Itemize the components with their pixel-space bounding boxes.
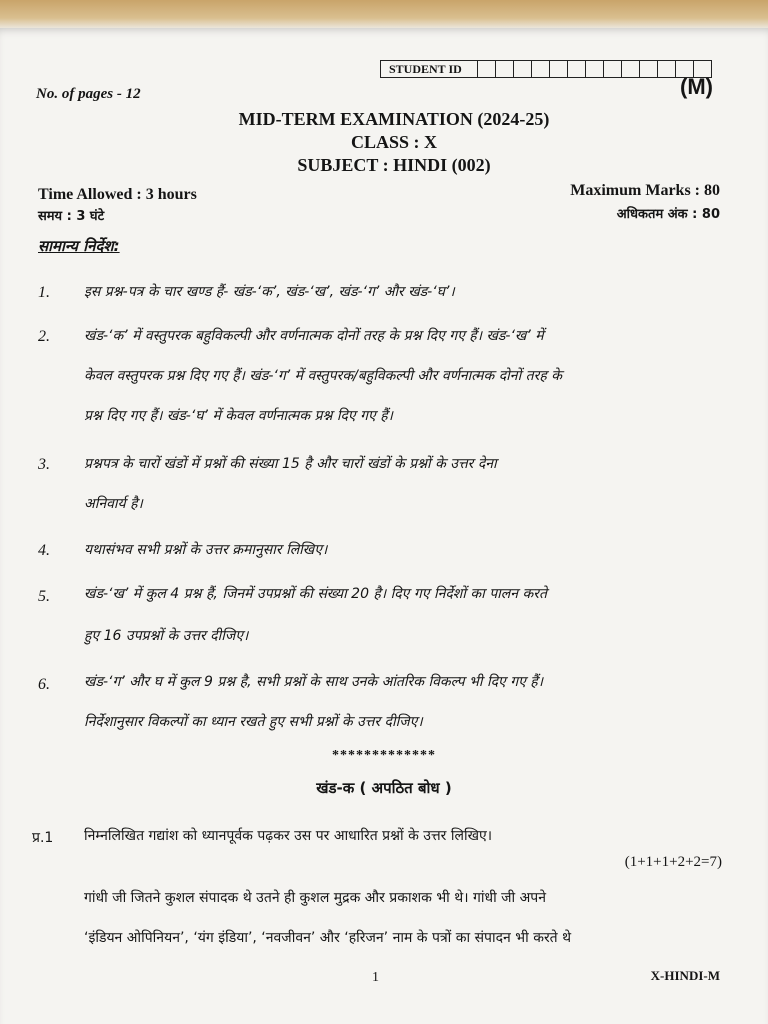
id-digit-box [640,61,658,77]
instruction-line: इस प्रश्न-पत्र के चार खण्ड हैं- खंड-‘क’, खंड-‘ख’, खंड-‘ग’ और खंड-‘घ’। [84,284,455,300]
instruction-line: अनिवार्य है। [84,496,143,512]
question-marks: (1+1+1+2+2=7) [624,854,722,870]
instruction-line: प्रश्नपत्र के चारों खंडों में प्रश्नों की संख्या 15 है और चारों खंडों के प्रश्नों के उत्तर देना [84,456,497,472]
instruction-line: हुए 16 उपप्रश्नों के उत्तर दीजिए। [84,628,249,644]
max-marks-hi: अधिकतम अंक : 80 [616,207,720,222]
id-digit-box [532,61,550,77]
instruction-number: 4. [38,542,50,559]
instruction-number: 1. [38,284,50,301]
instruction-line: निर्देशानुसार विकल्पों का ध्यान रखते हुए सभी प्रश्नों के उत्तर दीजिए। [84,714,423,730]
instruction-line: खंड-‘ग’ और घ में कुल 9 प्रश्न है, सभी प्रश्नों के साथ उनके आंतरिक विकल्प भी दिए गए हैं। [84,674,544,690]
page-count: No. of pages - 12 [36,86,141,102]
instruction-number: 3. [38,456,50,473]
page-top-edge [0,0,768,30]
id-digit-box [658,61,676,77]
paper-code: X-HINDI-M [650,968,720,983]
student-id-label: STUDENT ID [381,61,478,77]
instruction-line: केवल वस्तुपरक प्रश्न दिए गए हैं। खंड-‘ग’ में वस्तुपरक/बहुविकल्पी और वर्णनात्मक दोनों तरह के [84,368,562,384]
instruction-line: प्रश्न दिए गए हैं। खंड-‘घ’ में केवल वर्णनात्मक प्रश्न दिए गए हैं। [84,408,393,424]
instruction-number: 2. [38,328,50,345]
id-digit-box [496,61,514,77]
passage-line: ‘इंडियन ओपिनियन’, ‘यंग इंडिया’, ‘नवजीवन’ और ‘हरिजन’ नाम के पत्रों का संपादन भी करते थे [84,930,572,946]
id-digit-box [478,61,496,77]
passage-line: गांधी जी जितने कुशल संपादक थे उतने ही कुशल मुद्रक और प्रकाशक भी थे। गांधी जी अपने [84,890,547,906]
instruction-line: खंड-‘ख’ में कुल 4 प्रश्न हैं, जिनमें उपप्रश्नों की संख्या 20 है। दिए गए निर्देशों का पालन करते [84,586,547,602]
separator-stars: ************* [332,748,436,763]
max-marks-en: Maximum Marks : 80 [570,182,720,199]
general-instructions-heading: सामान्य निर्देश: [38,237,120,255]
page-number: 1 [372,970,379,985]
instruction-line: खंड-‘क’ में वस्तुपरक बहुविकल्पी और वर्णनात्मक दोनों तरह के प्रश्न दिए गए हैं। खंड-‘ख’ में [84,328,544,344]
id-digit-box [568,61,586,77]
id-digit-box [514,61,532,77]
section-heading: खंड-क ( अपठित बोध ) [316,779,452,797]
class-title: CLASS : X [350,132,438,152]
subject-title: SUBJECT : HINDI (002) [297,155,491,175]
time-allowed-hi: समय : 3 घंटे [38,209,105,224]
exam-title: MID-TERM EXAMINATION (2024-25) [238,109,550,129]
question-number: प्र.1 [32,830,54,846]
id-digit-box [622,61,640,77]
exam-titles [0,108,768,177]
question-text: निम्नलिखित गद्यांश को ध्यानपूर्वक पढ़कर उस पर आधारित प्रश्नों के उत्तर लिखिए। [84,828,493,844]
id-digit-box [550,61,568,77]
student-id-box [380,60,712,78]
instruction-line: यथासंभव सभी प्रश्नों के उत्तर क्रमानुसार लिखिए। [84,542,328,558]
instruction-number: 5. [38,588,50,605]
instruction-number: 6. [38,676,50,693]
set-code: (M) [680,74,713,99]
id-digit-box [586,61,604,77]
time-allowed-en: Time Allowed : 3 hours [38,186,197,203]
exam-page [0,28,768,1024]
id-digit-box [604,61,622,77]
